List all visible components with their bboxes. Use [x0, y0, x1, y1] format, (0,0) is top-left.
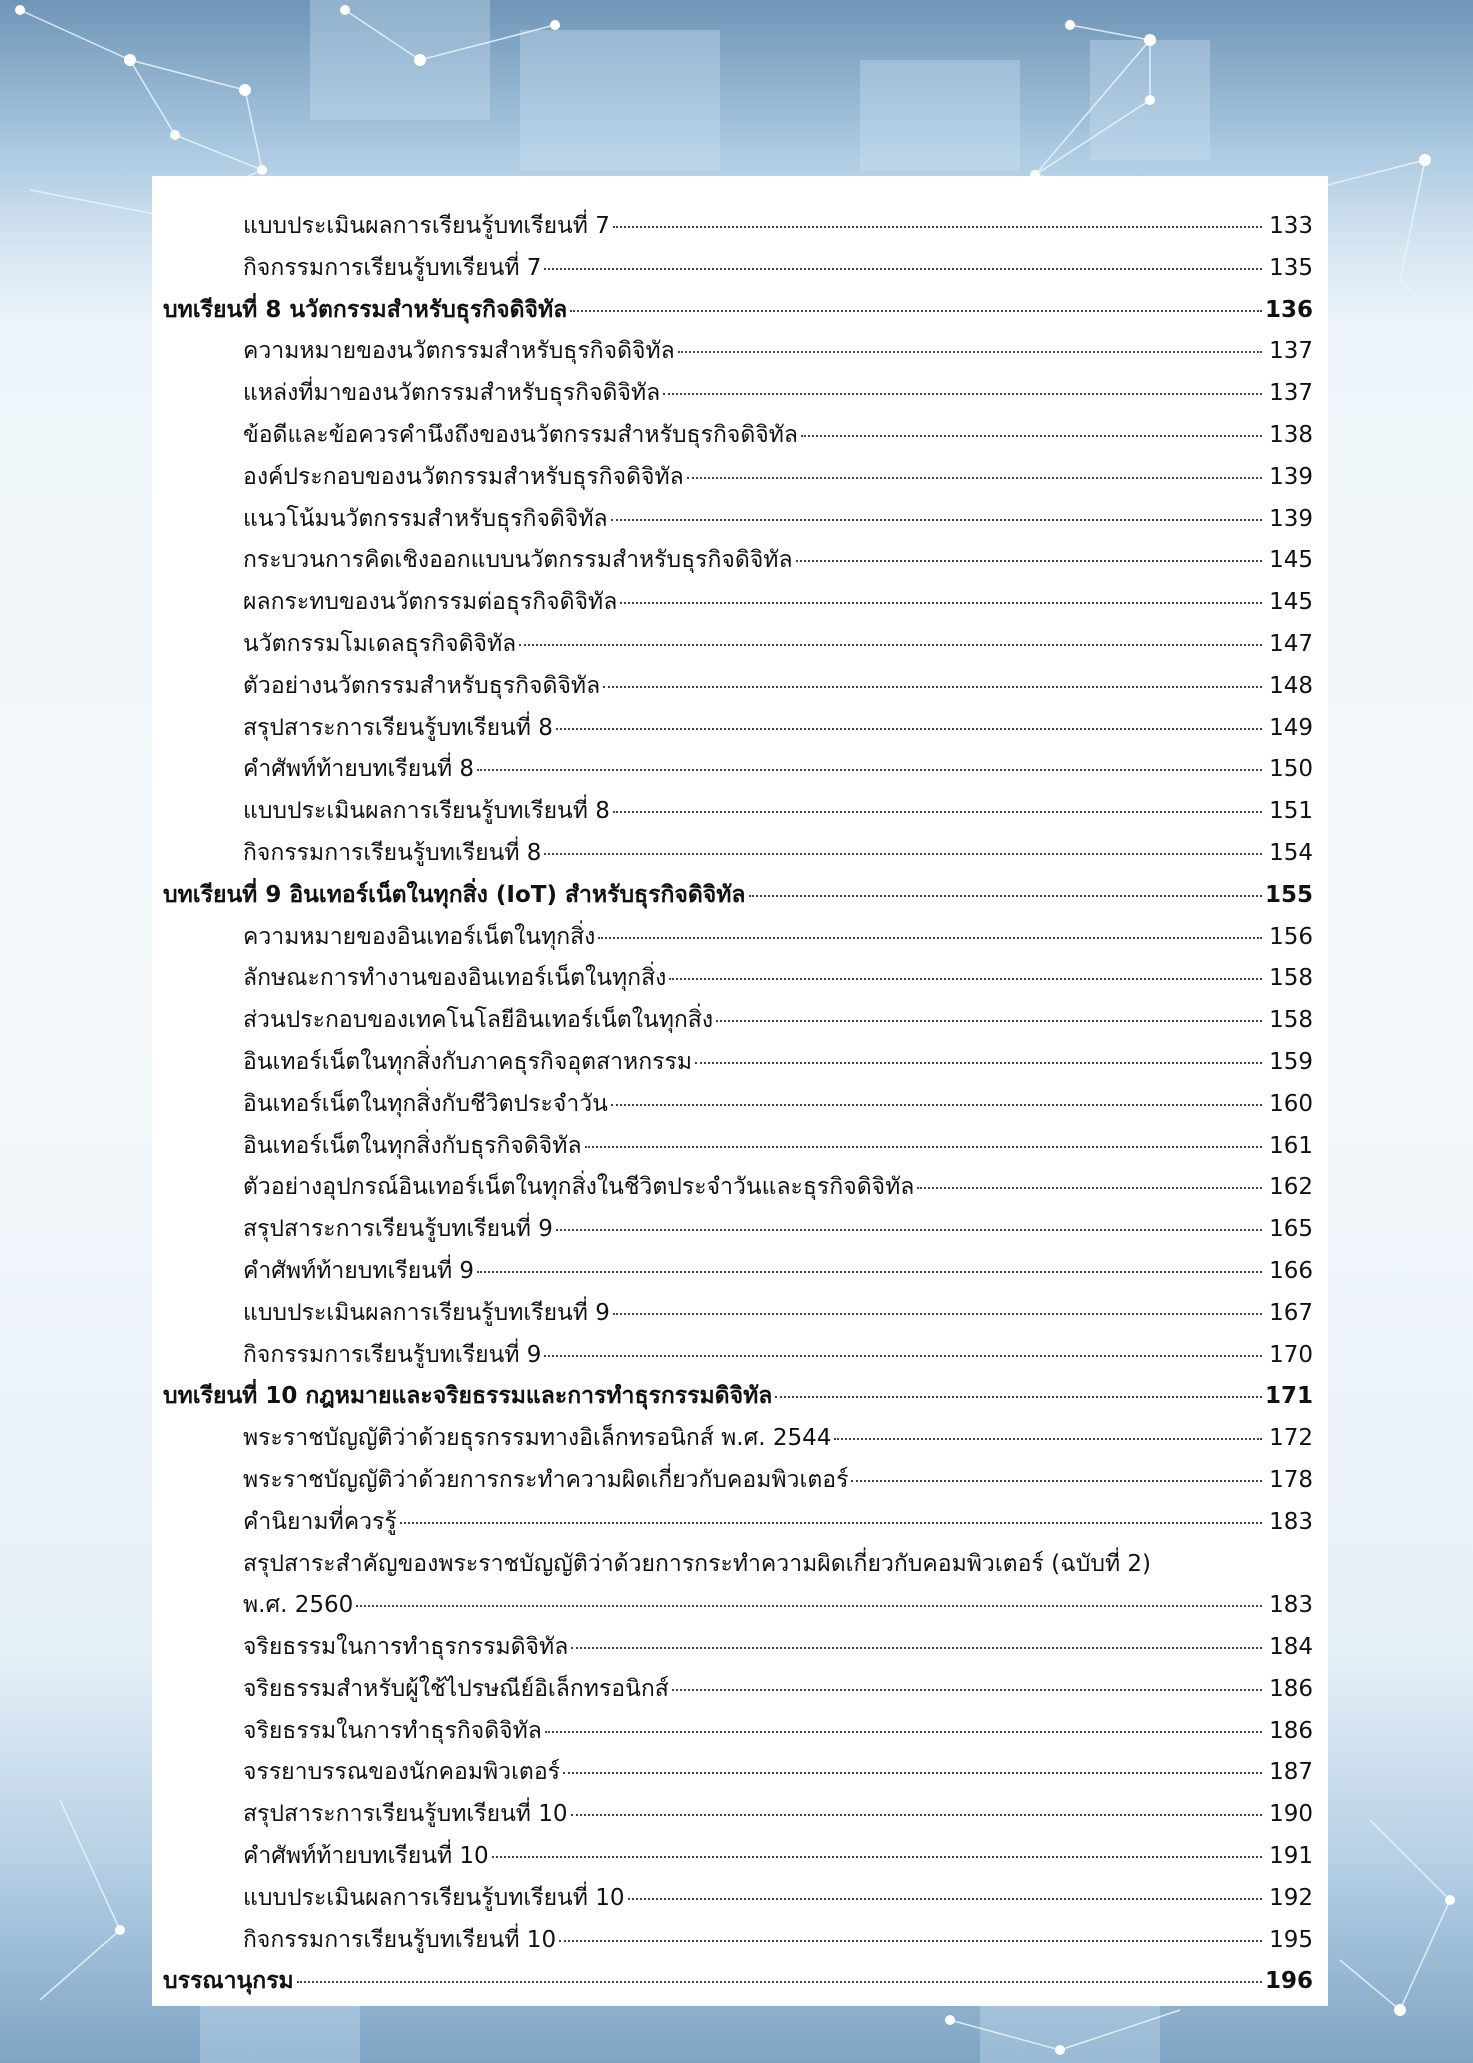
toc-entry[interactable] [163, 1211, 1313, 1253]
toc-entry-title: ความหมายของอินเทอร์เน็ตในทุกสิ่ง [243, 923, 596, 950]
dot-leader [716, 1020, 1262, 1022]
dot-leader [695, 1062, 1262, 1064]
toc-entry-title: สรุปสาระการเรียนรู้บทเรียนที่ 8 [243, 714, 553, 741]
toc-entry-title: จริยธรรมในการทำธุรกิจดิจิทัล [243, 1717, 542, 1744]
dot-leader [544, 1355, 1262, 1357]
toc-entry[interactable] [163, 1044, 1313, 1086]
dot-leader [492, 1856, 1262, 1858]
toc-entry-title: อินเทอร์เน็ตในทุกสิ่งกับชีวิตประจำวัน [243, 1090, 608, 1117]
dot-leader [556, 728, 1262, 730]
dot-leader [559, 1940, 1262, 1942]
toc-page-number: 170 [1269, 1341, 1313, 1368]
toc-entry-title: บทเรียนที่ 8 นวัตกรรมสำหรับธุรกิจดิจิทัล [163, 296, 568, 323]
dot-leader [775, 1396, 1262, 1398]
toc-page-number: 186 [1269, 1717, 1313, 1744]
dot-leader [570, 310, 1262, 312]
toc-entry[interactable] [163, 1754, 1313, 1796]
dot-leader [519, 644, 1262, 646]
dot-leader [613, 1313, 1262, 1315]
dot-leader [628, 1898, 1262, 1900]
table-of-contents [163, 208, 1313, 2005]
toc-page-number: 165 [1269, 1216, 1313, 1243]
toc-page-number: 138 [1269, 421, 1313, 448]
toc-entry[interactable] [163, 1002, 1313, 1044]
dot-leader [669, 978, 1262, 980]
toc-entry[interactable] [163, 1128, 1313, 1170]
toc-entry[interactable] [163, 375, 1313, 417]
toc-page-number: 166 [1269, 1257, 1313, 1284]
toc-entry-title: พระราชบัญญัติว่าด้วยธุรกรรมทางอิเล็กทรอนิกส์ พ.ศ. 2544 [243, 1425, 832, 1452]
toc-page-number: 196 [1265, 1968, 1314, 1995]
toc-entry-title: ความหมายของนวัตกรรมสำหรับธุรกิจดิจิทัล [243, 338, 675, 365]
toc-entry[interactable] [163, 919, 1313, 961]
toc-entry[interactable] [163, 1253, 1313, 1295]
toc-entry-title: แนวโน้มนวัตกรรมสำหรับธุรกิจดิจิทัล [243, 505, 608, 532]
toc-entry[interactable] [163, 208, 1313, 250]
toc-chapter-entry[interactable] [163, 877, 1313, 919]
toc-entry[interactable] [163, 1295, 1313, 1337]
toc-chapter-entry[interactable] [163, 1963, 1313, 2005]
toc-entry[interactable] [163, 542, 1313, 584]
toc-entry[interactable] [163, 1169, 1313, 1211]
toc-entry-title: สรุปสาระสำคัญของพระราชบัญญัติว่าด้วยการกระทำความผิดเกี่ยวกับคอมพิวเตอร์ (ฉบับที่ 2) [243, 1550, 1152, 1577]
toc-entry-title: บรรณานุกรม [163, 1968, 294, 1995]
toc-entry-title: จรรยาบรรณของนักคอมพิวเตอร์ [243, 1759, 561, 1786]
dot-leader [611, 519, 1262, 521]
toc-entry[interactable] [163, 1838, 1313, 1880]
toc-entry-title: คำนิยามที่ควรรู้ [243, 1508, 397, 1535]
toc-entry[interactable] [163, 1504, 1313, 1546]
toc-entry-title: อินเทอร์เน็ตในทุกสิ่งกับภาคธุรกิจอุตสาหกรรม [243, 1048, 692, 1075]
toc-entry[interactable] [163, 668, 1313, 710]
dot-leader [678, 351, 1262, 353]
dot-leader [796, 560, 1262, 562]
dot-leader [356, 1605, 1262, 1607]
toc-entry[interactable] [163, 584, 1313, 626]
toc-page-number: 145 [1269, 547, 1313, 574]
dot-leader [687, 477, 1262, 479]
toc-entry-title: คำศัพท์ท้ายบทเรียนที่ 9 [243, 1257, 475, 1284]
toc-page-number: 159 [1269, 1048, 1313, 1075]
toc-entry-title: พ.ศ. 2560 [243, 1592, 354, 1619]
toc-page-number: 139 [1269, 463, 1313, 490]
toc-entry-title: กระบวนการคิดเชิงออกแบบนวัตกรรมสำหรับธุรกิจดิจิทัล [243, 547, 793, 574]
toc-page-number: 155 [1265, 881, 1314, 908]
toc-page-number: 183 [1269, 1508, 1313, 1535]
toc-entry-title: แบบประเมินผลการเรียนรู้บทเรียนที่ 8 [243, 798, 610, 825]
toc-page-number: 178 [1269, 1466, 1313, 1493]
toc-entry[interactable] [163, 1420, 1313, 1462]
toc-page-number: 158 [1269, 1007, 1313, 1034]
toc-entry[interactable] [163, 960, 1313, 1002]
toc-entry[interactable] [163, 793, 1313, 835]
toc-entry[interactable] [163, 710, 1313, 752]
dot-leader [834, 1438, 1262, 1440]
toc-entry-title: บทเรียนที่ 9 อินเทอร์เน็ตในทุกสิ่ง (IoT) สำหรับธุรกิจดิจิทัล [163, 881, 746, 908]
toc-entry-title: สรุปสาระการเรียนรู้บทเรียนที่ 10 [243, 1801, 568, 1828]
toc-entry-title: ข้อดีและข้อควรคำนึงถึงของนวัตกรรมสำหรับธุรกิจดิจิทัล [243, 421, 799, 448]
dot-leader [571, 1814, 1262, 1816]
toc-page-number: 147 [1269, 630, 1313, 657]
toc-page-number: 149 [1269, 714, 1313, 741]
dot-leader [477, 769, 1262, 771]
toc-page-number: 184 [1269, 1634, 1313, 1661]
toc-entry[interactable] [163, 1713, 1313, 1755]
toc-entry-title: แบบประเมินผลการเรียนรู้บทเรียนที่ 10 [243, 1884, 625, 1911]
toc-entry-title: ตัวอย่างอุปกรณ์อินเทอร์เน็ตในทุกสิ่งในชีวิตประจำวันและธุรกิจดิจิทัล [243, 1174, 915, 1201]
toc-entry-title: บทเรียนที่ 10 กฎหมายและจริยธรรมและการทำธุรกรรมดิจิทัล [163, 1383, 773, 1410]
toc-entry-title: คำศัพท์ท้ายบทเรียนที่ 8 [243, 756, 475, 783]
toc-entry[interactable] [163, 1546, 1313, 1588]
toc-page-number: 150 [1269, 756, 1313, 783]
dot-leader [585, 1146, 1262, 1148]
dot-leader [400, 1522, 1262, 1524]
toc-page-number: 133 [1269, 213, 1313, 239]
toc-entry-title: กิจกรรมการเรียนรู้บทเรียนที่ 9 [243, 1341, 542, 1368]
toc-entry-title: ส่วนประกอบของเทคโนโลยีอินเทอร์เน็ตในทุกสิ่ง [243, 1007, 714, 1034]
toc-page-number: 139 [1269, 505, 1313, 532]
dot-leader [598, 937, 1262, 939]
toc-entry[interactable] [163, 1086, 1313, 1128]
toc-page-number: 167 [1269, 1299, 1313, 1326]
dot-leader [801, 435, 1262, 437]
toc-page-number: 151 [1269, 798, 1313, 825]
toc-entry-title: จริยธรรมสำหรับผู้ใช้ไปรษณีย์อิเล็กทรอนิกส์ [243, 1675, 669, 1702]
dot-leader [663, 393, 1262, 395]
toc-entry[interactable] [163, 1587, 1313, 1629]
toc-page-number: 158 [1269, 965, 1313, 992]
toc-page-number: 137 [1269, 338, 1313, 365]
toc-page-number: 191 [1269, 1843, 1313, 1870]
toc-entry-title: อินเทอร์เน็ตในทุกสิ่งกับธุรกิจดิจิทัล [243, 1132, 582, 1159]
toc-entry-title: องค์ประกอบของนวัตกรรมสำหรับธุรกิจดิจิทัล [243, 463, 684, 490]
dot-leader [613, 811, 1262, 813]
toc-page-number: 160 [1269, 1090, 1313, 1117]
toc-page-number: 162 [1269, 1174, 1313, 1201]
toc-entry[interactable] [163, 250, 1313, 292]
toc-entry-title: ลักษณะการทำงานของอินเทอร์เน็ตในทุกสิ่ง [243, 965, 667, 992]
toc-entry-title: คำศัพท์ท้ายบทเรียนที่ 10 [243, 1843, 489, 1870]
toc-entry-title: ผลกระทบของนวัตกรรมต่อธุรกิจดิจิทัล [243, 589, 618, 616]
toc-page-number: 187 [1269, 1759, 1313, 1786]
toc-page-number: 137 [1269, 380, 1313, 407]
toc-entry-title: พระราชบัญญัติว่าด้วยการกระทำความผิดเกี่ยวกับคอมพิวเตอร์ [243, 1466, 849, 1493]
toc-page-number: 192 [1269, 1884, 1313, 1911]
dot-leader [611, 1104, 1262, 1106]
toc-page-number: 161 [1269, 1132, 1313, 1159]
dot-leader [544, 853, 1262, 855]
toc-entry-title: กิจกรรมการเรียนรู้บทเรียนที่ 8 [243, 839, 542, 866]
toc-entry-title: ตัวอย่างนวัตกรรมสำหรับธุรกิจดิจิทัล [243, 672, 601, 699]
toc-entry-title: แบบประเมินผลการเรียนรู้บทเรียนที่ 7 [243, 213, 610, 239]
toc-entry-title: กิจกรรมการเรียนรู้บทเรียนที่ 7 [243, 254, 542, 281]
dot-leader [545, 1731, 1262, 1733]
dot-leader [620, 602, 1262, 604]
toc-entry-title: แหล่งที่มาของนวัตกรรมสำหรับธุรกิจดิจิทัล [243, 380, 661, 407]
toc-entry[interactable] [163, 1796, 1313, 1838]
dot-leader [917, 1187, 1262, 1189]
toc-entry[interactable] [163, 459, 1313, 501]
dot-leader [613, 226, 1262, 228]
dot-leader [571, 1647, 1262, 1649]
toc-entry-title: แบบประเมินผลการเรียนรู้บทเรียนที่ 9 [243, 1299, 610, 1326]
dot-leader [749, 895, 1262, 897]
toc-entry[interactable] [163, 417, 1313, 459]
toc-entry[interactable] [163, 333, 1313, 375]
toc-entry[interactable] [163, 751, 1313, 793]
toc-entry-title: สรุปสาระการเรียนรู้บทเรียนที่ 9 [243, 1216, 553, 1243]
dot-leader [477, 1271, 1262, 1273]
toc-page-number: 148 [1269, 672, 1313, 699]
dot-leader [556, 1229, 1262, 1231]
toc-entry[interactable] [163, 835, 1313, 877]
toc-page-number: 172 [1269, 1425, 1313, 1452]
toc-entry[interactable] [163, 1462, 1313, 1504]
toc-entry[interactable] [163, 1922, 1313, 1964]
dot-leader [672, 1689, 1262, 1691]
toc-entry-title: จริยธรรมในการทำธุรกรรมดิจิทัล [243, 1634, 569, 1661]
toc-page-number: 190 [1269, 1801, 1313, 1828]
toc-page-number: 171 [1265, 1383, 1314, 1410]
toc-entry[interactable] [163, 1629, 1313, 1671]
toc-entry-title: นวัตกรรมโมเดลธุรกิจดิจิทัล [243, 630, 517, 657]
dot-leader [603, 686, 1262, 688]
toc-chapter-entry[interactable] [163, 1378, 1313, 1420]
toc-page-number: 186 [1269, 1675, 1313, 1702]
toc-entry-title: กิจกรรมการเรียนรู้บทเรียนที่ 10 [243, 1926, 557, 1953]
toc-page-number: 135 [1269, 254, 1313, 281]
dot-leader [297, 1981, 1262, 1983]
dot-leader [563, 1772, 1262, 1774]
toc-page-number: 156 [1269, 923, 1313, 950]
toc-page-number: 154 [1269, 839, 1313, 866]
toc-page-number: 195 [1269, 1926, 1313, 1953]
toc-page-number: 183 [1269, 1592, 1313, 1619]
toc-entry[interactable] [163, 1671, 1313, 1713]
toc-entry[interactable] [163, 1337, 1313, 1379]
dot-leader [851, 1480, 1262, 1482]
toc-entry[interactable] [163, 1880, 1313, 1922]
dot-leader [544, 268, 1262, 270]
toc-chapter-entry[interactable] [163, 292, 1313, 334]
toc-page-number: 136 [1265, 296, 1314, 323]
toc-page-number: 145 [1269, 589, 1313, 616]
toc-entry[interactable] [163, 626, 1313, 668]
toc-entry[interactable] [163, 501, 1313, 543]
